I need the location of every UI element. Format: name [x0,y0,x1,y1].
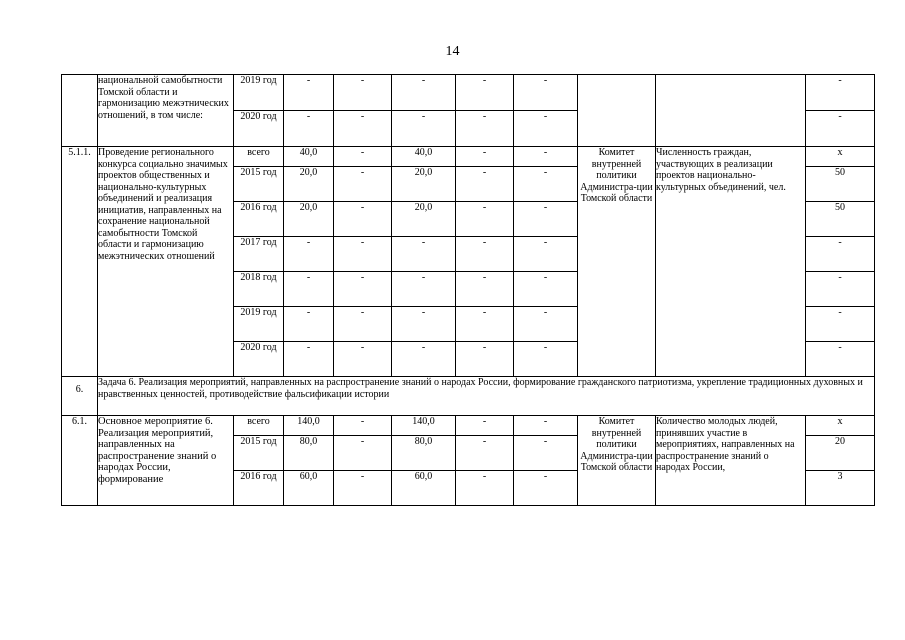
value-cell: - [284,111,334,147]
target-cell: - [806,307,875,342]
indicator-cell [656,75,806,147]
value-cell: - [284,342,334,377]
value-cell: - [334,436,392,471]
activity-name: Основное мероприятие 6. Реализация мероприятий, направленных на распространение знаний о народах России, формирование [98,416,234,506]
value-cell: - [334,342,392,377]
row-number: 5.1.1. [62,147,98,377]
value-cell: - [514,111,578,147]
row-number: 6.1. [62,416,98,506]
value-cell: - [456,471,514,506]
value-cell: 40,0 [284,147,334,167]
activity-name: национальной самобытности Томской области и гармонизацию межэтнических отношений, в том числе: [98,75,234,147]
table-row [62,75,875,111]
target-cell: 50 [806,167,875,202]
year-cell: 2015 год [234,436,284,471]
target-cell: 3 [806,471,875,506]
value-cell: - [334,167,392,202]
row-number [62,75,98,147]
indicator-cell: Количество молодых людей, принявших участие в мероприятиях, направленных на распространение знаний о народах России, [656,416,806,506]
target-cell: - [806,75,875,111]
value-cell: 60,0 [392,471,456,506]
value-cell: 80,0 [284,436,334,471]
table-row [62,377,875,416]
value-cell: - [284,237,334,272]
executor-cell: Комитет внутренней политики Администра-ции Томской области [578,416,656,506]
value-cell: - [514,147,578,167]
year-cell: 2019 год [234,75,284,111]
value-cell: 40,0 [392,147,456,167]
value-cell: - [392,342,456,377]
activity-name: Проведение регионального конкурса социально значимых проектов общественных и национально-культурных объединений и реализация инициатив, направленных на сохранение национальной самобытности Томской области и гармонизацию межэтнических отношений [98,147,234,377]
task-description: Задача 6. Реализация мероприятий, направленных на распространение знаний о народах России, формирование гражданского патриотизма, укрепление традиционных духовных и нравственных ценностей, противодействие фальсификации истории [98,377,875,416]
year-cell: 2015 год [234,167,284,202]
value-cell: - [456,416,514,436]
value-cell: - [334,202,392,237]
value-cell: - [334,471,392,506]
value-cell: 20,0 [392,202,456,237]
value-cell: - [456,272,514,307]
value-cell: - [284,307,334,342]
target-cell: x [806,416,875,436]
executor-cell [578,75,656,147]
value-cell: 20,0 [284,202,334,237]
value-cell: - [514,202,578,237]
value-cell: 20,0 [392,167,456,202]
value-cell: - [456,147,514,167]
value-cell: 140,0 [284,416,334,436]
target-cell: - [806,342,875,377]
value-cell: - [456,342,514,377]
value-cell: - [514,471,578,506]
table-row [62,416,875,436]
value-cell: - [284,75,334,111]
year-cell: 2018 год [234,272,284,307]
value-cell: - [456,436,514,471]
value-cell: - [392,111,456,147]
value-cell: - [456,307,514,342]
value-cell: - [456,111,514,147]
value-cell: - [392,237,456,272]
value-cell: - [514,272,578,307]
value-cell: - [334,272,392,307]
value-cell: - [334,307,392,342]
target-cell: - [806,272,875,307]
target-cell: 50 [806,202,875,237]
target-cell: x [806,147,875,167]
value-cell: 60,0 [284,471,334,506]
value-cell: - [334,416,392,436]
program-table [61,74,875,506]
page-number: 14 [445,44,460,59]
year-cell: 2019 год [234,307,284,342]
task-number: 6. [62,377,98,416]
value-cell: - [514,342,578,377]
value-cell: - [334,237,392,272]
value-cell: - [514,307,578,342]
year-cell: 2017 год [234,237,284,272]
value-cell: 20,0 [284,167,334,202]
value-cell: - [514,167,578,202]
value-cell: - [514,416,578,436]
value-cell: - [456,75,514,111]
value-cell: - [514,75,578,111]
value-cell: - [514,237,578,272]
value-cell: 80,0 [392,436,456,471]
value-cell: - [392,272,456,307]
target-cell: 20 [806,436,875,471]
year-cell: 2016 год [234,202,284,237]
value-cell: - [456,202,514,237]
value-cell: - [392,75,456,111]
value-cell: - [456,237,514,272]
value-cell: - [334,75,392,111]
value-cell: - [514,436,578,471]
year-cell: 2020 год [234,111,284,147]
year-cell: 2020 год [234,342,284,377]
value-cell: - [334,147,392,167]
value-cell: 140,0 [392,416,456,436]
value-cell: - [456,167,514,202]
value-cell: - [392,307,456,342]
value-cell: - [284,272,334,307]
executor-cell: Комитет внутренней политики Администра-ции Томской области [578,147,656,377]
value-cell: - [334,111,392,147]
year-cell: 2016 год [234,471,284,506]
target-cell: - [806,111,875,147]
target-cell: - [806,237,875,272]
table-row [62,147,875,167]
year-cell: всего [234,147,284,167]
year-cell: всего [234,416,284,436]
indicator-cell: Численность граждан, участвующих в реализации проектов национально-культурных объединений, чел. [656,147,806,377]
